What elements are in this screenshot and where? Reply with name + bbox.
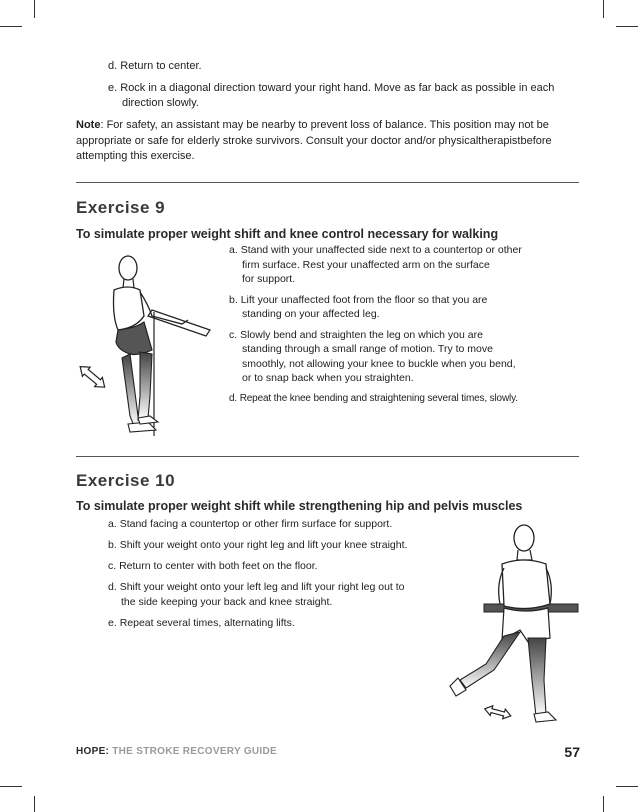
- footer-hope: HOPE:: [76, 746, 110, 757]
- step-label: d.: [229, 392, 238, 404]
- list-item: [108, 59, 202, 74]
- exercise-10-subtitle: To simulate proper weight shift while strengthening hip and pelvis muscles: [76, 499, 523, 513]
- step-label: b.: [108, 539, 117, 551]
- step-line: Repeat the knee bending and straightening several times, slowly.: [239, 392, 518, 404]
- item-text: direction slowly.: [122, 97, 199, 109]
- crop-mark: [0, 786, 22, 787]
- step-label: a.: [229, 244, 238, 256]
- section-divider: [76, 456, 579, 457]
- footer-guide-title: THE STROKE RECOVERY GUIDE: [109, 746, 277, 757]
- exercise-10-title: Exercise 10: [76, 471, 176, 490]
- step-label: d.: [108, 581, 117, 593]
- exercise-10-steps: [108, 517, 448, 631]
- step-line: Return to center with both feet on the floor.: [119, 560, 318, 572]
- item-label: e.: [108, 82, 118, 94]
- section-divider: [76, 182, 579, 183]
- motion-arrow-icon: [78, 362, 109, 392]
- step-e: [108, 616, 448, 631]
- step-line: Lift your unaffected foot from the floor so that you are: [240, 293, 488, 306]
- exercise-9-subtitle: To simulate proper weight shift and knee control necessary for walking: [76, 227, 499, 241]
- step-label: a.: [108, 518, 117, 530]
- list-item: [108, 81, 554, 96]
- step-label: e.: [108, 617, 117, 629]
- step-a: [108, 517, 448, 532]
- item-text: Rock in a diagonal direction toward your right hand. Move as far back as possible in each: [120, 82, 555, 94]
- step-d: [108, 580, 448, 610]
- step-line: Stand with your unaffected side next to a countertop or other: [240, 244, 522, 256]
- item-label: d.: [108, 60, 118, 72]
- crop-mark: [0, 26, 22, 27]
- note-label: Note: [76, 119, 101, 131]
- exercise-10-illustration: [448, 520, 580, 732]
- step-line: firm surface. Rest your unaffected arm on the surface: [242, 258, 490, 271]
- step-a: [229, 243, 569, 287]
- step-line: Repeat several times, alternating lifts.: [119, 617, 295, 629]
- step-line: or to snap back when you straighten.: [242, 372, 414, 384]
- step-line: the side keeping your back and knee straight.: [121, 596, 333, 608]
- step-label: c.: [108, 560, 117, 572]
- list-item-continuation: [122, 96, 199, 111]
- step-b: [229, 293, 569, 322]
- step-d: [229, 392, 569, 407]
- step-line: for support.: [242, 273, 296, 285]
- safety-note: [76, 118, 581, 165]
- exercise-9-illustration: [78, 246, 224, 442]
- step-line: smoothly, not allowing your knee to buckle when you bend,: [242, 357, 516, 370]
- footer-brand: [76, 746, 277, 757]
- step-line: standing on your affected leg.: [242, 308, 380, 320]
- crop-mark: [616, 26, 638, 27]
- step-c: [108, 559, 448, 574]
- exercise-9-steps: [229, 243, 569, 406]
- note-line: appropriate or safe for elderly stroke survivors. Consult your doctor and/or physicaltherapistbefore: [76, 134, 552, 147]
- page-number: 57: [564, 744, 580, 760]
- step-line: Shift your weight onto your left leg and lift your right leg out to: [119, 581, 405, 593]
- crop-mark: [616, 786, 638, 787]
- note-line: attempting this exercise.: [76, 150, 195, 162]
- step-label: c.: [229, 328, 238, 341]
- crop-mark: [603, 796, 604, 812]
- note-line: : For safety, an assistant may be nearby to prevent loss of balance. This position may not be: [100, 119, 549, 131]
- step-line: Slowly bend and straighten the leg on which you are: [240, 328, 483, 341]
- crop-mark: [603, 0, 604, 18]
- step-line: Shift your weight onto your right leg and lift your knee straight.: [119, 539, 408, 551]
- crop-mark: [34, 796, 35, 812]
- motion-arrow-icon: [483, 704, 512, 721]
- exercise-9-title: Exercise 9: [76, 198, 166, 217]
- step-b: [108, 538, 448, 553]
- step-label: b.: [229, 293, 238, 306]
- step-line: Stand facing a countertop or other firm surface for support.: [119, 518, 393, 530]
- item-text: Return to center.: [120, 60, 202, 72]
- crop-mark: [34, 0, 35, 18]
- step-c: [229, 328, 569, 386]
- step-line: standing through a small range of motion. Try to move: [242, 343, 493, 355]
